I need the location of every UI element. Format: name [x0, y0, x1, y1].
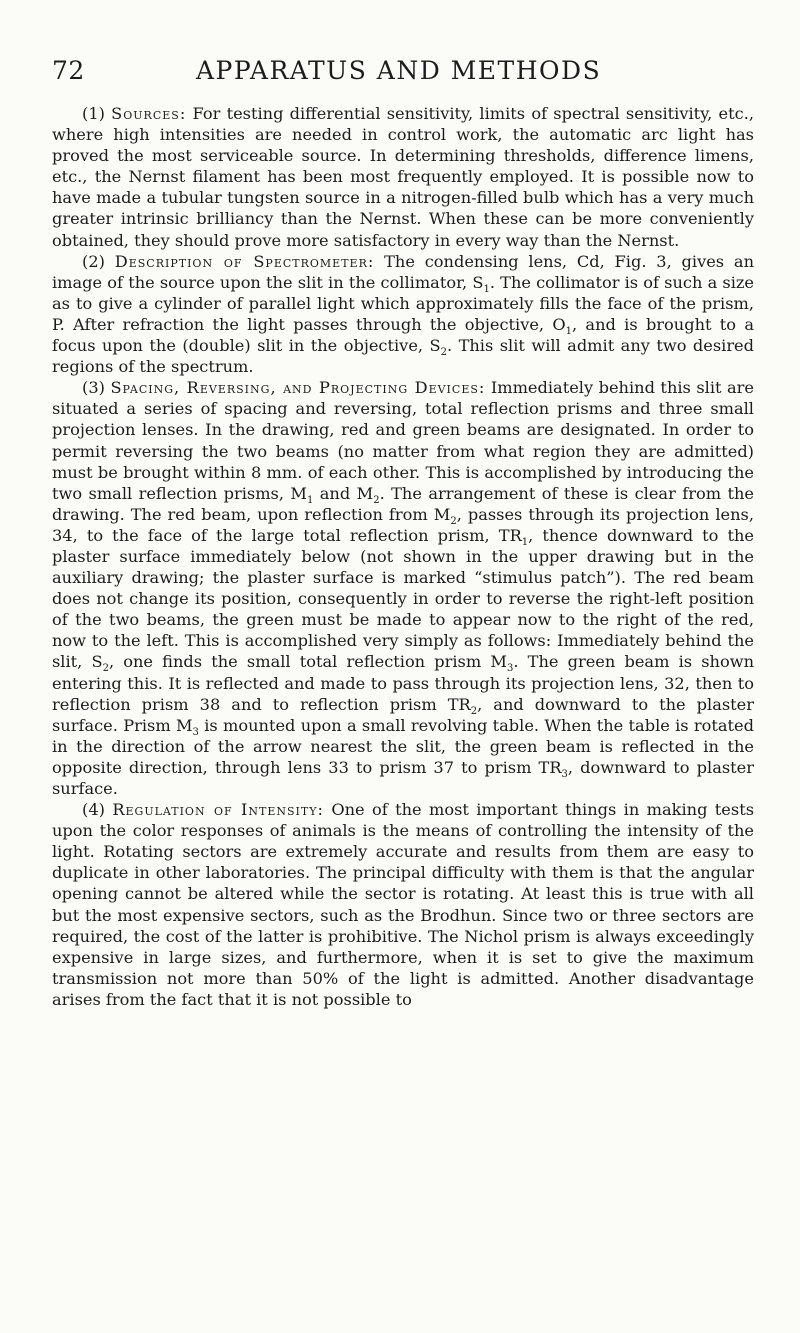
subscript: 1	[521, 537, 529, 549]
subscript: 1	[306, 494, 314, 506]
text-run: The condensing lens, Cd, Fig. 3, gives an image of the source upon the slit in the collimator, S	[52, 251, 754, 292]
paragraph	[52, 103, 754, 251]
subscript: 3	[506, 663, 514, 675]
text-run: , passes through its projection lens, 34, to the face of the large total reflection prism, TR	[52, 504, 754, 545]
subscript: 2	[470, 705, 478, 717]
body-text	[52, 103, 754, 1010]
text-run: . The collimator is of such a size as to give a cylinder of parallel light which approximately fills the face of the prism, P. After refraction the light passes through the objective, O	[52, 272, 754, 334]
subscript: 2	[440, 347, 447, 359]
subscript: 2	[373, 494, 380, 506]
page-number: 72	[52, 56, 85, 85]
text-run: , downward to plaster surface.	[52, 757, 754, 798]
subscript: 3	[192, 726, 199, 738]
text-run: . The green beam is shown entering this. It is reflected and made to pass through its projection lens, 32, then to reflection prism 38 and to reflection prism TR	[52, 652, 754, 714]
subscript: 2	[450, 516, 457, 528]
subscript: 2	[102, 663, 109, 675]
text-run: is mounted upon a small revolving table. When the table is rotated in the direction of the arrow nearest the slit, the green beam is reflected in the opposite direction, through lens 33 to prism 37 to prism TR	[52, 715, 754, 777]
section-number: (2)	[82, 251, 105, 271]
text-run: , thence downward to the plaster surface immediately below (not shown in the upper drawing but in the auxiliary drawing; the plaster surface is marked “stimulus patch”). The red beam does not change its position, consequently in order to reverse the right-left position of the two beams, the green must be made to appear now to the right of the red, now to the left. This is accomplished very simply as follows: Immediately behind the slit, S	[52, 525, 755, 672]
section-number: (3)	[82, 378, 105, 398]
paragraph	[52, 377, 754, 799]
page-header	[52, 56, 754, 85]
subscript: 3	[561, 769, 568, 781]
section-heading: Sources:	[111, 104, 187, 123]
subscript: 1	[565, 326, 572, 338]
paragraph	[52, 799, 754, 1010]
section-heading: Description of Spectrometer:	[114, 251, 375, 271]
section-number: (1)	[82, 104, 105, 123]
text-run: For testing differential sensitivity, limits of spectral sensitivity, etc., where high intensities are needed in control work, the automatic arc light has proved the most serviceable source. In determining thresholds, difference limens, etc., the Nernst filament has been most frequently employed. It is possible now to have made a tubular tungsten source in a nitrogen-filled bulb which has a very much greater intrinsic brilliancy than the Nernst. When these can be more conveniently obtained, they should prove more satisfactory in every way than the Nernst.	[52, 104, 754, 250]
section-number: (4)	[82, 800, 105, 820]
text-run: , and is brought to a focus upon the (double) slit in the objective, S	[52, 314, 754, 356]
text-run: One of the most important things in making tests upon the color responses of animals is the means of controlling the intensity of the light. Rotating sectors are extremely accurate and results from them are easy to duplicate in other laboratories. The principal difficulty with them is that the angular opening cannot be altered while the sector is rotating. At least this is true with all but the most expensive sectors, such as the Brodhun. Since two or three sectors are required, the cost of the latter is prohibitive. The Nichol prism is always exceedingly expensive in large sizes, and furthermore, when it is set to give the maximum transmission not more than 50% of the light is admitted. Another disadvantage arises from the fact that it is not possible to	[52, 800, 755, 1009]
section-heading: Spacing, Reversing, and Projecting Devices:	[110, 378, 486, 398]
text-run: . The arrangement of these is clear from the drawing. The red beam, upon reflection from M	[52, 483, 754, 524]
text-run: , one finds the small total reflection prism M	[108, 652, 507, 672]
paragraph	[52, 251, 754, 378]
text-run: . This slit will admit any two desired regions of the spectrum.	[52, 336, 755, 377]
text-run: Immediately behind this slit are situated a series of spacing and reversing, total reflection prisms and three small projection lenses. In the drawing, red and green beams are designated. In order to permit reversing the two beams (no matter from what region they are admitted) must be brought within 8 mm. of each other. This is accomplished by introducing the two small reflection prisms, M	[52, 378, 754, 503]
text-run: and M	[313, 483, 374, 503]
section-heading: Regulation of Intensity:	[112, 800, 324, 820]
text-run: , and downward to the plaster surface. Prism M	[52, 694, 755, 735]
running-head: APPARATUS AND METHODS	[196, 56, 602, 85]
subscript: 1	[483, 283, 490, 295]
